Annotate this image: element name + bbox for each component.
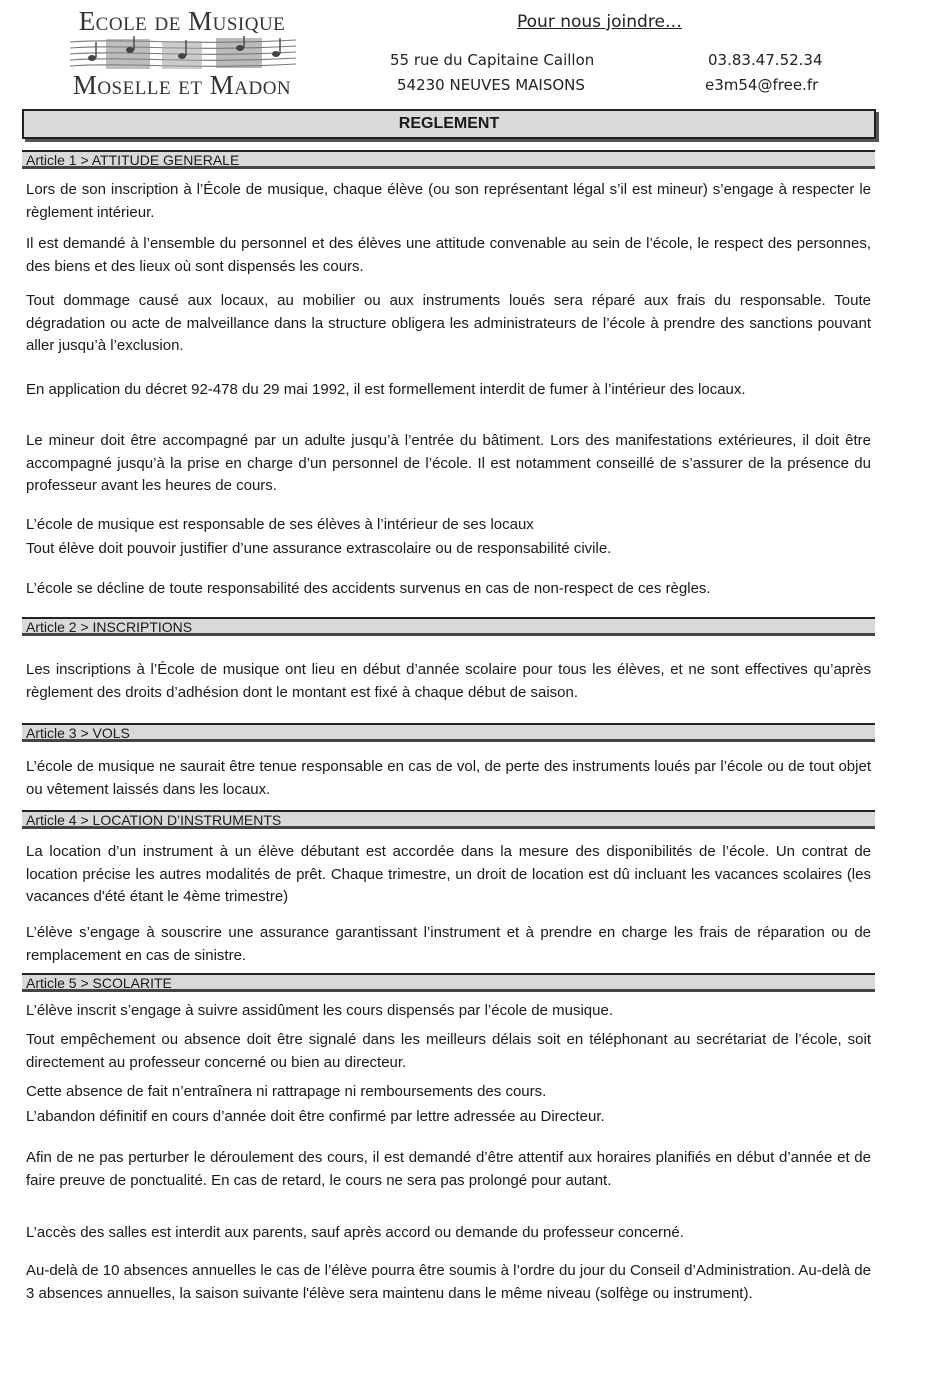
paragraph: L’abandon définitif en cours d’année doit être confirmé par lettre adressée au Directeur. xyxy=(26,1108,605,1125)
paragraph: L’école de musique est responsable de ses élèves à l’intérieur de ses locaux xyxy=(26,516,534,533)
paragraph: Tout dommage causé aux locaux, au mobilier ou aux instruments loués sera réparé aux frais du responsable. Toute dégradation ou acte de malveillance dans la structure obligera les administrateurs de l’école à prendre des sanctions pouvant aller jusqu’à l’exclusion. xyxy=(26,292,871,354)
article-heading-text: Article 3 > VOLS xyxy=(26,725,130,741)
contact-phone: 03.83.47.52.34 xyxy=(708,51,823,69)
paragraph: L’accès des salles est interdit aux parents, sauf après accord ou demande du professeur concerné. xyxy=(26,1224,684,1241)
article-heading xyxy=(22,723,875,742)
article-heading-text: Article 5 > SCOLARITE xyxy=(26,975,172,991)
article-heading xyxy=(22,150,875,169)
paragraph: L’école de musique ne saurait être tenue responsable en cas de vol, de perte des instruments loués par l’école ou de tout objet ou vêtement laissés dans les locaux. xyxy=(26,758,871,798)
document-title-bar xyxy=(22,109,876,139)
paragraph: Afin de ne pas perturber le déroulement des cours, il est demandé d’être attentif aux horaires planifiés en début d’année et de faire preuve de ponctualité. En cas de retard, le cours ne sera pas prolongé pour autant. xyxy=(26,1149,871,1189)
article-heading-text: Article 2 > INSCRIPTIONS xyxy=(26,619,193,635)
logo-text-line1: Ecole de Musique xyxy=(78,6,286,36)
paragraph: L’école se décline de toute responsabilité des accidents survenus en cas de non-respect de ces règles. xyxy=(26,580,711,597)
document-title: REGLEMENT xyxy=(398,115,500,132)
contact-heading: Pour nous joindre… xyxy=(517,12,682,32)
logo-text-line2: Moselle et Madon xyxy=(72,70,292,100)
paragraph: En application du décret 92-478 du 29 mai 1992, il est formellement interdit de fumer à l’intérieur des locaux. xyxy=(26,381,746,398)
paragraph: Le mineur doit être accompagné par un adulte jusqu’à l’entrée du bâtiment. Lors des manifestations extérieures, il doit être accompagné jusqu’à la prise en charge d’un personnel de l’école. Il est notamment conseillé de s’assurer de la présence du professeur avant les heures de cours. xyxy=(26,432,871,494)
article-heading-text: Article 4 > LOCATION D’INSTRUMENTS xyxy=(26,812,282,828)
school-logo xyxy=(66,6,298,100)
paragraph: Il est demandé à l’ensemble du personnel et des élèves une attitude convenable au sein de l’école, le respect des personnes, des biens et des lieux où sont dispensés les cours. xyxy=(26,235,871,275)
contact-city: 54230 NEUVES MAISONS xyxy=(397,76,585,94)
article-heading xyxy=(22,810,875,829)
contact-email[interactable]: e3m54@free.fr xyxy=(705,76,819,94)
paragraph: L’élève s’engage à souscrire une assurance garantissant l’instrument et à prendre en charge les frais de réparation ou de remplacement en cas de sinistre. xyxy=(26,924,871,964)
paragraph: Au-delà de 10 absences annuelles le cas de l’élève pourra être soumis à l’ordre du jour du Conseil d’Administration. Au-delà de 3 absences annuelles, la saison suivante l'élève sera maintenu dans le même niveau (solfège ou instrument). xyxy=(26,1262,871,1302)
article-heading xyxy=(22,617,875,636)
paragraph: Lors de son inscription à l’École de musique, chaque élève (ou son représentant légal s’il est mineur) s’engage à respecter le règlement intérieur. xyxy=(26,181,871,221)
article-heading-text: Article 1 > ATTITUDE GENERALE xyxy=(26,152,240,168)
contact-street: 55 rue du Capitaine Caillon xyxy=(390,51,595,69)
paragraph: Les inscriptions à l’École de musique ont lieu en début d’année scolaire pour tous les élèves, et ne sont effectives qu’après règlement des droits d’adhésion dont le montant est fixé à chaque début de saison. xyxy=(26,661,871,701)
paragraph: L’élève inscrit s’engage à suivre assidûment les cours dispensés par l’école de musique. xyxy=(26,1002,613,1019)
paragraph: La location d’un instrument à un élève débutant est accordée dans la mesure des disponibilités de l’école. Un contrat de location précise les autres modalités de prêt. Chaque trimestre, un droit de location est dû incluant les vacances scolaires (les vacances d'été étant le 4ème trimestre) xyxy=(26,843,871,905)
paragraph: Tout empêchement ou absence doit être signalé dans les meilleurs délais soit en téléphonant au secrétariat de l’école, soit directement au professeur concerné ou bien au directeur. xyxy=(26,1031,871,1071)
paragraph: Cette absence de fait n’entraînera ni rattrapage ni remboursements des cours. xyxy=(26,1083,547,1100)
paragraph: Tout élève doit pouvoir justifier d’une assurance extrascolaire ou de responsabilité civile. xyxy=(26,540,612,557)
article-heading xyxy=(22,973,875,992)
music-staff-icon xyxy=(70,36,296,72)
